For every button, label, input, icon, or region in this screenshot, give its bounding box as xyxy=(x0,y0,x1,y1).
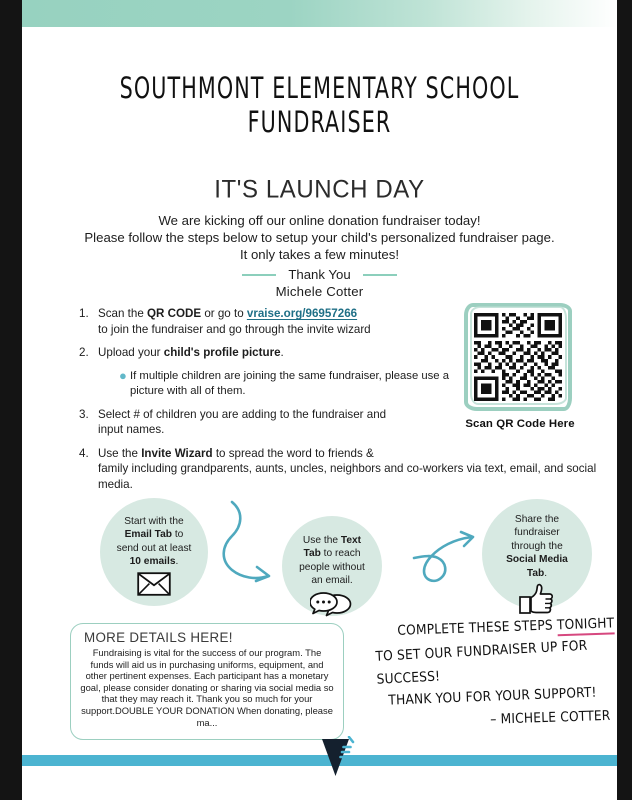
loop-arrow-icon xyxy=(412,528,488,590)
circle-text-bold2: 10 emails xyxy=(129,556,176,568)
step-number: 2. xyxy=(79,346,89,359)
circle-text-mid: . xyxy=(544,567,548,579)
flyer-page xyxy=(22,0,617,800)
speech-bubbles-icon-slot xyxy=(282,591,382,619)
handnote-line1-pre: COMPLETE THESE STEPS xyxy=(397,617,558,639)
intro-headline: IT'S LAUNCH DAY xyxy=(214,175,425,204)
qr-code-icon[interactable] xyxy=(474,313,562,401)
qr-brush-frame xyxy=(464,303,572,411)
more-details-body: Fundraising is vital for the success of our program. The funds will aid us in purchasing uniforms, equipment, and other pertinent expenses. Each participant has a monetary goal, please consider donating or sharing via social media so that they may reach it. Thank you so much for your support.DOUBLE YOUR DONATION When donating, please ma... xyxy=(80,647,334,728)
circle-text-bold1: Email Tab xyxy=(124,529,173,541)
circle-text-pre: Share the fundraiser through the xyxy=(511,514,563,552)
thank-you-text: Thank You xyxy=(288,267,351,282)
qr-block xyxy=(464,303,576,430)
step-number: 4. xyxy=(79,446,89,460)
footer-logo xyxy=(319,736,359,778)
step-item-2 xyxy=(79,345,474,361)
step-text-pre: Scan the xyxy=(98,307,147,320)
page-title: SOUTHMONT ELEMENTARY SCHOOL FUNDRAISER xyxy=(119,70,520,140)
step-text-bold: child's profile picture xyxy=(163,346,281,359)
bullet-icon: ● xyxy=(119,367,127,383)
step-text-pre: Select # of children you are adding to the fundraiser and xyxy=(98,407,387,421)
handnote-tonight-underlined: TONIGHT xyxy=(557,615,615,636)
divider-right xyxy=(363,274,397,276)
intro-block xyxy=(22,176,617,299)
envelope-icon xyxy=(137,572,171,596)
arrow-squiggle xyxy=(210,498,280,615)
fundraiser-url-link[interactable]: vraise.org/96957266 xyxy=(246,307,358,320)
step-number: 1. xyxy=(79,307,89,320)
circle-text-pre: Use the xyxy=(302,535,341,546)
substep-item xyxy=(119,369,474,399)
handnote-line-2: TO SET OUR FUNDRAISER UP FOR SUCCESS! xyxy=(375,637,588,688)
circle-text-post: . xyxy=(175,556,179,568)
circle-email-text xyxy=(100,515,208,569)
vraise-v-logo-icon xyxy=(319,736,359,778)
step-number: 3. xyxy=(79,407,89,421)
circle-text-mid: to reach people without an email. xyxy=(299,548,365,587)
circle-text-text xyxy=(282,534,382,588)
step-text-line2: input names. xyxy=(98,423,165,436)
circle-text-pre: Start with the xyxy=(124,516,184,527)
step-body xyxy=(98,306,474,337)
intro-line-1: We are kicking off our online donation fundraiser today! xyxy=(158,213,481,228)
handwritten-note xyxy=(374,611,617,737)
more-details-title: MORE DETAILS HERE! xyxy=(84,630,233,645)
step-text-line2: to join the fundraiser and go through the invite wizard xyxy=(98,322,371,336)
circle-email-tab xyxy=(100,498,208,606)
curved-arrow-icon xyxy=(210,498,280,610)
circle-social-text xyxy=(482,513,592,580)
top-gradient-band xyxy=(22,0,617,27)
step-item-1 xyxy=(79,306,474,337)
circle-text-bold1: Social Media Tab xyxy=(506,554,568,579)
speech-bubbles-icon xyxy=(310,591,354,619)
step-text-pre: Use the xyxy=(98,446,142,460)
thumbs-up-icon-slot xyxy=(482,583,592,615)
circle-social-media-tab xyxy=(482,499,592,609)
thank-you-row xyxy=(22,267,617,282)
step-body xyxy=(98,446,599,493)
step-item-4 xyxy=(79,446,599,493)
thumbs-up-icon xyxy=(519,583,555,615)
step-body xyxy=(98,345,474,361)
step-text-line2: family including grandparents, aunts, uncles, neighbors and co-workers via text, email, and social media. xyxy=(98,462,597,491)
step-text-mid: . xyxy=(280,346,284,359)
envelope-icon-slot xyxy=(100,572,208,596)
step-text-mid: to spread the word to friends & xyxy=(212,446,374,460)
handnote-line-4: – MICHELE COTTER xyxy=(489,707,611,728)
circle-text-bold1: Text Tab xyxy=(303,535,362,560)
step-item-3 xyxy=(79,407,474,438)
step-text-bold: QR CODE xyxy=(147,307,202,320)
intro-line-2: Please follow the steps below to setup your child's personalized fundraiser page. xyxy=(84,230,555,245)
step-text-bold: Invite Wizard xyxy=(141,446,213,460)
substep-text: If multiple children are joining the same fundraiser, please use a picture with all of them. xyxy=(130,369,450,397)
handnote-line-3: THANK YOU FOR YOUR SUPPORT! xyxy=(388,684,597,709)
circle-text-tab xyxy=(282,516,382,616)
divider-left xyxy=(242,274,276,276)
intro-signer: Michele Cotter xyxy=(275,284,364,299)
step-text-pre: Upload your xyxy=(98,346,164,359)
step-text-mid: or go to xyxy=(201,307,247,320)
intro-line-3: It only takes a few minutes! xyxy=(239,247,400,262)
more-details-box xyxy=(70,623,344,740)
qr-caption: Scan QR Code Here xyxy=(465,418,575,430)
step-body xyxy=(98,407,474,438)
arrow-loop xyxy=(412,528,488,595)
circle-text-mid: to send out at least xyxy=(116,529,192,554)
